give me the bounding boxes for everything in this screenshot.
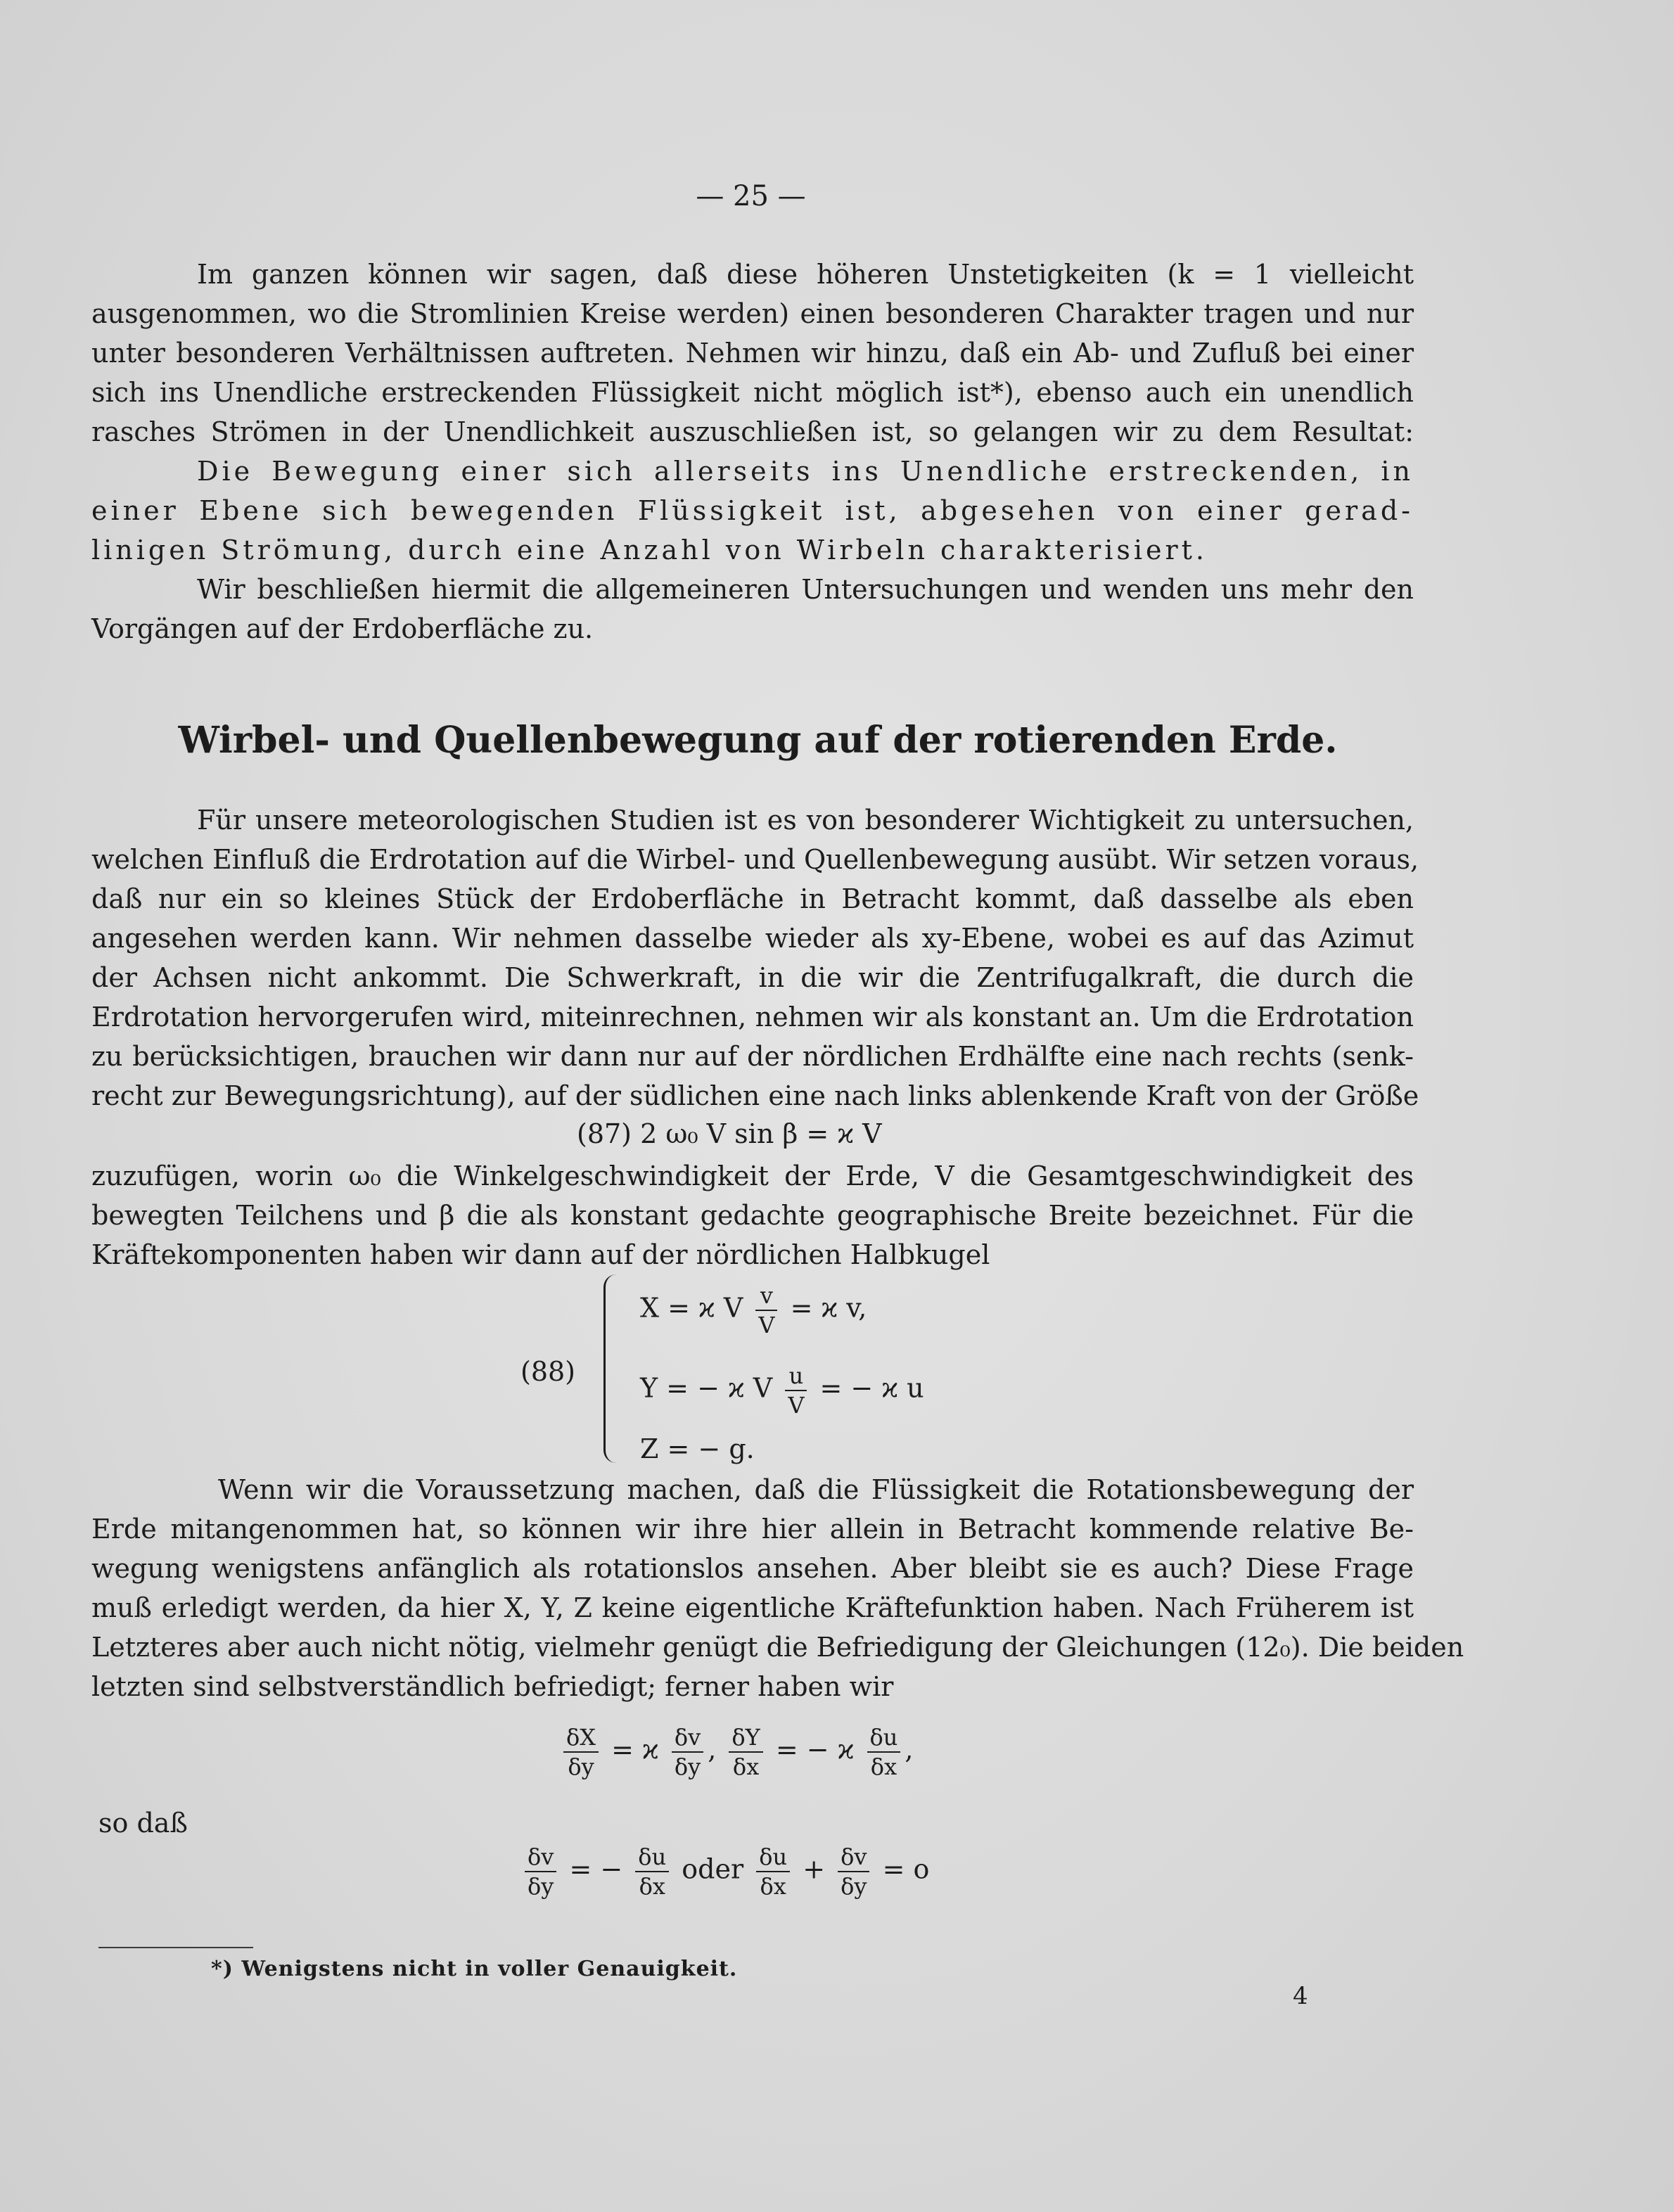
equation-88-y [640, 1362, 924, 1419]
fraction [838, 1843, 869, 1900]
numerator: δv [672, 1723, 703, 1753]
footnote: *) Wenigstens nicht in voller Genauigkeit. [211, 1957, 738, 1981]
text-line: muß erledigt werden, da hier X, Y, Z keine eigentliche Kräftefunktion haben. Nach Früherem ist [91, 1592, 1414, 1623]
paragraph-components [91, 1156, 1414, 1274]
text-line: Für unsere meteorologischen Studien ist es von besonderer Wichtigkeit zu untersuchen, [197, 805, 1414, 836]
separator: , [905, 1734, 914, 1765]
operator: = − ϰ [775, 1734, 855, 1765]
fraction [755, 1281, 777, 1339]
equation-88-label: (88) [520, 1356, 576, 1387]
text-line: Kräftekomponenten haben wir dann auf der nördlichen Halbkugel [91, 1239, 990, 1270]
text-line: Die Bewegung einer sich allerseits ins Unendliche erstreckenden, in [197, 456, 1414, 487]
denominator: δx [760, 1873, 786, 1900]
numerator: δX [563, 1723, 599, 1753]
paragraph-coriolis [91, 800, 1419, 1115]
equation-88-z: Z = − g. [640, 1433, 755, 1464]
text-line: ausgenommen, wo die Stromlinien Kreise werden) einen besonderen Charakter tragen und nur [91, 298, 1414, 329]
numerator: δv [838, 1843, 869, 1872]
text-line: daß nur ein so kleines Stück der Erdoberfläche in Betracht kommt, daß dasselbe als eben [91, 883, 1414, 914]
text-line: Vorgängen auf der Erdoberfläche zu. [91, 613, 594, 644]
operator: = o [882, 1853, 930, 1885]
equation-88-x [640, 1281, 867, 1339]
fraction [867, 1723, 901, 1781]
equation-brace [603, 1274, 622, 1463]
text-line: Erde mitangenommen hat, so können wir ihre hier allein in Betracht kommende relative Be- [91, 1514, 1414, 1545]
signature-mark: 4 [1293, 1982, 1308, 2010]
text-line: einer Ebene sich bewegenden Flüssigkeit ist, abgesehen von einer gerad- [91, 495, 1414, 526]
numerator: δu [635, 1843, 669, 1872]
text-line: Wir beschließen hiermit die allgemeineren Untersuchungen und wenden uns mehr den [197, 574, 1414, 605]
denominator: V [758, 1312, 775, 1338]
equation-87: (87) 2 ω₀ V sin β = ϰ V [577, 1118, 882, 1149]
fraction [729, 1723, 762, 1781]
text-line: sich ins Unendliche erstreckenden Flüssigkeit nicht möglich ist*), ebenso auch ein unendlich [91, 377, 1414, 408]
text-line: zu berücksichtigen, brauchen wir dann nur auf der nördlichen Erdhälfte eine nach rechts (senk- [91, 1041, 1414, 1072]
text-line: Im ganzen können wir sagen, daß diese höheren Unstetigkeiten (k = 1 vielleicht [197, 259, 1414, 290]
section-title: Wirbel- und Quellenbewegung auf der rotierenden Erde. [178, 719, 1338, 762]
eq-lhs: Y = − ϰ V [640, 1372, 773, 1404]
fraction [635, 1843, 669, 1900]
denominator: δy [528, 1873, 554, 1900]
text-line: rasches Strömen in der Unendlichkeit auszuschließen ist, so gelangen wir zu dem Resultat: [91, 416, 1414, 447]
text-line: unter besonderen Verhältnissen auftreten. Nehmen wir hinzu, daß ein Ab- und Zufluß bei einer [91, 338, 1414, 369]
fraction [785, 1362, 807, 1419]
operator: = − [569, 1853, 623, 1885]
denominator: δx [870, 1753, 897, 1780]
eq-lhs: X = ϰ V [640, 1292, 743, 1324]
operator: + [803, 1853, 826, 1885]
text-line: der Achsen nicht ankommt. Die Schwerkraft, in die wir die Zentrifugalkraft, die durch die [91, 962, 1414, 993]
paragraph-rotation [91, 1470, 1464, 1706]
paragraph-closing [91, 570, 1414, 648]
denominator: δy [568, 1753, 594, 1780]
page-number: — 25 — [696, 180, 806, 212]
denominator: δy [841, 1873, 867, 1900]
derivative-equation-2 [520, 1843, 929, 1900]
text-line: letzten sind selbstverständlich befriedigt; ferner haben wir [91, 1671, 894, 1702]
connector-word: oder [682, 1853, 744, 1885]
fraction [525, 1843, 556, 1900]
text-line: recht zur Bewegungsrichtung), auf der südlichen eine nach links ablenkende Kraft von der Größe [91, 1080, 1419, 1111]
so-dass-label: so daß [98, 1808, 188, 1839]
text-line: Erdrotation hervorgerufen wird, miteinrechnen, nehmen wir als konstant an. Um die Erdrotation [91, 1002, 1414, 1033]
eq-rhs: = ϰ v, [790, 1292, 867, 1324]
fraction [563, 1723, 599, 1781]
fraction [672, 1723, 703, 1781]
derivative-equation-1 [559, 1723, 913, 1781]
eq-rhs: = − ϰ u [819, 1372, 924, 1404]
numerator: δY [729, 1723, 762, 1753]
separator: , [708, 1734, 717, 1765]
paragraph-intro [91, 255, 1414, 452]
text-line: Wenn wir die Voraussetzung machen, daß die Flüssigkeit die Rotationsbewegung der [218, 1474, 1414, 1505]
numerator: δu [756, 1843, 790, 1872]
numerator: v [755, 1281, 777, 1311]
text-line: linigen Strömung, durch eine Anzahl von Wirbeln charakterisiert. [91, 535, 1208, 565]
text-line: zuzufügen, worin ω₀ die Winkelgeschwindigkeit der Erde, V die Gesamtgeschwindigkeit des [91, 1161, 1414, 1191]
footnote-rule [98, 1947, 253, 1948]
fraction [756, 1843, 790, 1900]
text-line: angesehen werden kann. Wir nehmen dasselbe wieder als xy-Ebene, wobei es auf das Azimut [91, 923, 1414, 954]
text-line: bewegten Teilchens und β die als konstant gedachte geographische Breite bezeichnet. Für die [91, 1200, 1414, 1231]
denominator: δx [639, 1873, 665, 1900]
numerator: δv [525, 1843, 556, 1872]
text-line: wegung wenigstens anfänglich als rotationslos ansehen. Aber bleibt sie es auch? Diese Frage [91, 1553, 1414, 1584]
denominator: δx [732, 1753, 760, 1780]
numerator: u [785, 1362, 807, 1391]
theorem [91, 452, 1414, 570]
denominator: δy [674, 1753, 701, 1780]
text-line: Letzteres aber auch nicht nötig, vielmehr genügt die Befriedigung der Gleichungen (12₀). Die beiden [91, 1632, 1464, 1663]
denominator: V [788, 1392, 805, 1419]
text-line: welchen Einfluß die Erdrotation auf die Wirbel- und Quellenbewegung ausübt. Wir setzen voraus, [91, 844, 1419, 875]
operator: = ϰ [611, 1734, 659, 1765]
numerator: δu [867, 1723, 901, 1753]
